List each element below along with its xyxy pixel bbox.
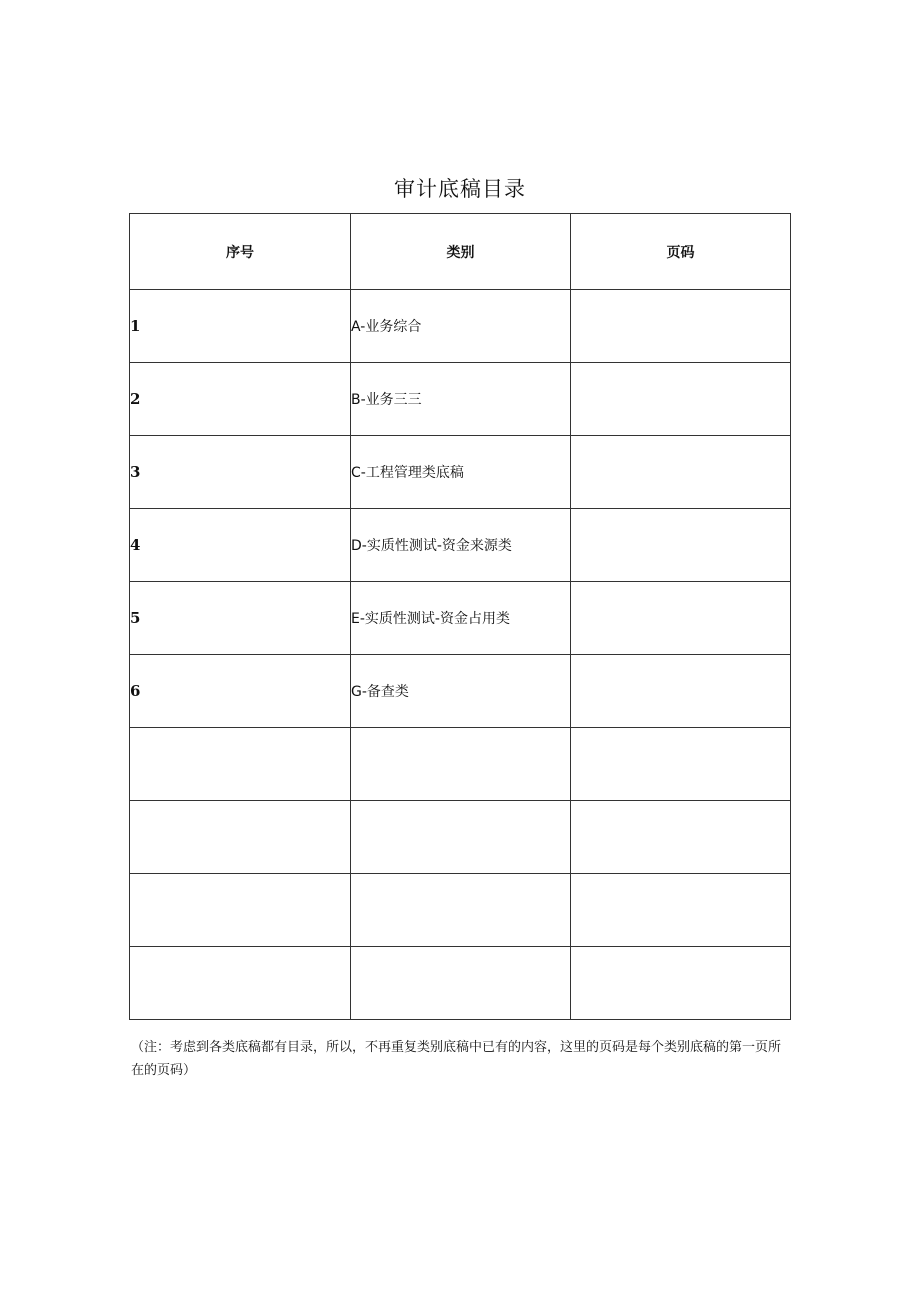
table-row (130, 436, 791, 509)
table-row (130, 728, 791, 801)
row-category: B-业务三三 (351, 363, 571, 436)
header-category: 类别 (351, 214, 571, 290)
row-seq: 3 (130, 436, 351, 509)
row-page (571, 436, 791, 509)
table-row (130, 655, 791, 728)
row-page (571, 947, 791, 1020)
footnote: （注：考虑到各类底稿都有目录，所以，不再重复类别底稿中已有的内容，这里的页码是每个类别底稿的第一页所在的页码） (131, 1040, 782, 1078)
row-seq: 4 (130, 509, 351, 582)
table-header-row (130, 214, 791, 290)
row-page (571, 874, 791, 947)
row-category: E-实质性测试-资金占用类 (351, 582, 571, 655)
header-page: 页码 (571, 214, 791, 290)
table-row (130, 582, 791, 655)
row-seq (130, 874, 351, 947)
row-seq: 1 (130, 290, 351, 363)
header-seq: 序号 (130, 214, 351, 290)
row-seq: 2 (130, 363, 351, 436)
row-seq: 5 (130, 582, 351, 655)
row-page (571, 509, 791, 582)
row-page (571, 363, 791, 436)
table-row (130, 509, 791, 582)
row-page (571, 801, 791, 874)
row-category (351, 728, 571, 801)
table-row (130, 874, 791, 947)
table-row (130, 947, 791, 1020)
row-category (351, 801, 571, 874)
row-category: D-实质性测试-资金来源类 (351, 509, 571, 582)
row-page (571, 290, 791, 363)
table-row (130, 801, 791, 874)
row-category (351, 874, 571, 947)
row-category: C-工程管理类底稿 (351, 436, 571, 509)
table-row (130, 290, 791, 363)
row-category: A-业务综合 (351, 290, 571, 363)
row-page (571, 655, 791, 728)
page-title: 审计底稿目录 (394, 177, 526, 201)
row-category (351, 947, 571, 1020)
row-seq (130, 801, 351, 874)
row-category: G-备查类 (351, 655, 571, 728)
row-seq (130, 947, 351, 1020)
catalog-table (129, 213, 791, 1020)
row-seq (130, 728, 351, 801)
row-page (571, 728, 791, 801)
row-seq: 6 (130, 655, 351, 728)
row-page (571, 582, 791, 655)
table-row (130, 363, 791, 436)
